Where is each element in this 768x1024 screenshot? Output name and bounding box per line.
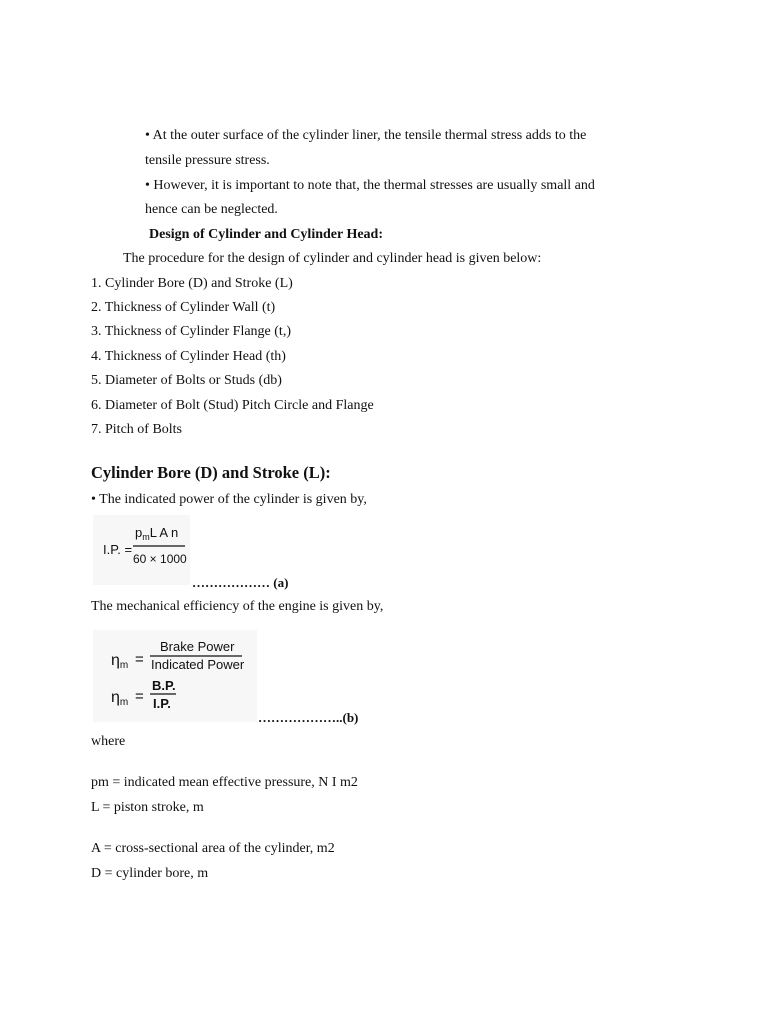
formula-b-eta-sub-2: m	[119, 697, 129, 708]
formula-a-lhs: I.P. =	[103, 542, 133, 557]
bullet-neglect-line2: hence can be neglected.	[145, 202, 278, 217]
step-item: 4. Thickness of Cylinder Head (th)	[91, 349, 286, 364]
formula-b-eq-2: =	[135, 688, 144, 705]
formula-a-p-sub: m	[142, 532, 150, 542]
design-heading: Design of Cylinder and Cylinder Head:	[149, 227, 384, 242]
formula-b-eta-2: η	[111, 689, 120, 706]
formula-a-label: ……………… (a)	[192, 575, 289, 590]
definition-item: A = cross-sectional area of the cylinder, m2	[91, 841, 335, 856]
svg-text:ηm	[111, 689, 128, 708]
formula-b-label: ………………..(b)	[258, 710, 359, 725]
formula-a-image	[93, 515, 190, 585]
definition-item: pm = indicated mean effective pressure, N I m2	[91, 775, 358, 790]
formula-b-image	[93, 630, 257, 722]
formula-b-num1: Brake Power	[160, 639, 235, 654]
formula-b-num2: B.P.	[152, 678, 176, 693]
bullet-thermal-stress-line1: • At the outer surface of the cylinder liner, the tensile thermal stress adds to the	[145, 128, 587, 143]
definition-item: L = piston stroke, m	[91, 800, 204, 815]
ip-intro: • The indicated power of the cylinder is given by,	[91, 492, 367, 507]
formula-a-denominator: 60 × 1000	[133, 552, 187, 566]
design-intro: The procedure for the design of cylinder and cylinder head is given below:	[123, 251, 542, 266]
step-item: 3. Thickness of Cylinder Flange (t,)	[91, 324, 291, 339]
formula-b-den2: I.P.	[153, 696, 171, 711]
step-item: 6. Diameter of Bolt (Stud) Pitch Circle and Flange	[91, 398, 374, 413]
step-item: 7. Pitch of Bolts	[91, 422, 183, 437]
svg-text:ηm	[111, 652, 128, 671]
bullet-thermal-stress-line2: tensile pressure stress.	[145, 153, 270, 168]
step-item: 5. Diameter of Bolts or Studs (db)	[91, 373, 282, 388]
formula-a-numerator-rest: L A n	[149, 525, 179, 540]
step-item: 2. Thickness of Cylinder Wall (t)	[91, 300, 276, 315]
mech-efficiency-intro: The mechanical efficiency of the engine is given by,	[91, 599, 384, 614]
formula-b-eta-1: η	[111, 652, 120, 669]
bullet-neglect-line1: • However, it is important to note that, the thermal stresses are usually small and	[145, 178, 595, 193]
formula-b-den1: Indicated Power	[151, 657, 245, 672]
section-heading: Cylinder Bore (D) and Stroke (L):	[91, 463, 331, 482]
svg-text:pmL A n	[135, 525, 178, 542]
formula-b-eq-1: =	[135, 651, 144, 668]
step-item: 1. Cylinder Bore (D) and Stroke (L)	[91, 276, 293, 291]
formula-b-eta-sub-1: m	[119, 660, 129, 671]
where-label: where	[91, 734, 126, 749]
definition-item: D = cylinder bore, m	[91, 866, 209, 881]
formula-a-p: p	[135, 525, 143, 540]
